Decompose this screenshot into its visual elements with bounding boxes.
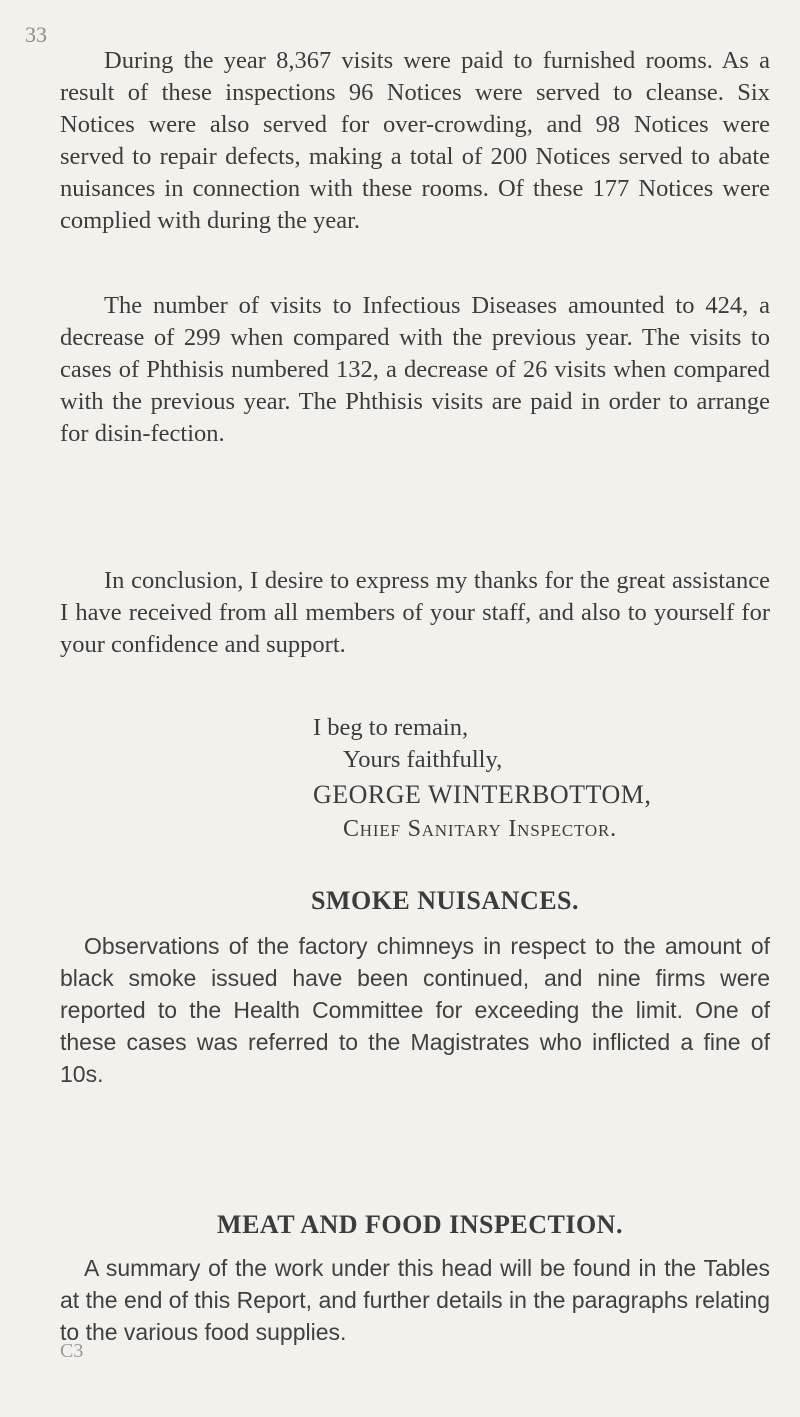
signature-title: Chief Sanitary Inspector. — [343, 816, 617, 842]
paragraph-meat-food-inspection: A summary of the work under this head will be found in the Tables at the end of this Report, and further details in the paragraphs relating to the various food supplies. — [60, 1255, 770, 1345]
signature-name: GEORGE WINTERBOTTOM, — [313, 780, 652, 809]
paragraph-smoke-nuisances: Observations of the factory chimneys in respect to the amount of black smoke issued have been continued, and nine firms were reported to the Health Committee for exceeding the limit. One of these cases was referred to the Magistrates who inflicted a fine of 10s. — [60, 933, 770, 1087]
paragraph-infectious-diseases: The number of visits to Infectious Diseases amounted to 424, a decrease of 299 when compared with the previous year. The visits to cases of Phthisis numbered 132, a decrease of 26 visits when compared with the previous year. The Phthisis visits are paid in order to arrange for disin-fection. — [60, 292, 770, 447]
page-number: 33 — [25, 22, 47, 47]
closing-line-faithfully: Yours faithfully, — [343, 746, 503, 773]
paragraph-conclusion: In conclusion, I desire to express my thanks for the great assistance I have received from all members of your staff, and also to yourself for your confidence and support. — [60, 567, 770, 658]
paragraph-furnished-rooms: During the year 8,367 visits were paid to furnished rooms. As a result of these inspections 96 Notices were served to cleanse. Six Notices were also served for over-crowding, and 98 Notices were served to repair defects, making a total of 200 Notices served to abate nuisances in connection with these rooms. Of these 177 Notices were complied with during the year. — [60, 47, 770, 234]
heading-smoke-nuisances: SMOKE NUISANCES. — [310, 886, 580, 915]
signature-mark: C3 — [60, 1340, 84, 1362]
heading-meat-food-inspection: MEAT AND FOOD INSPECTION. — [217, 1210, 623, 1239]
closing-line-remain: I beg to remain, — [313, 714, 469, 741]
